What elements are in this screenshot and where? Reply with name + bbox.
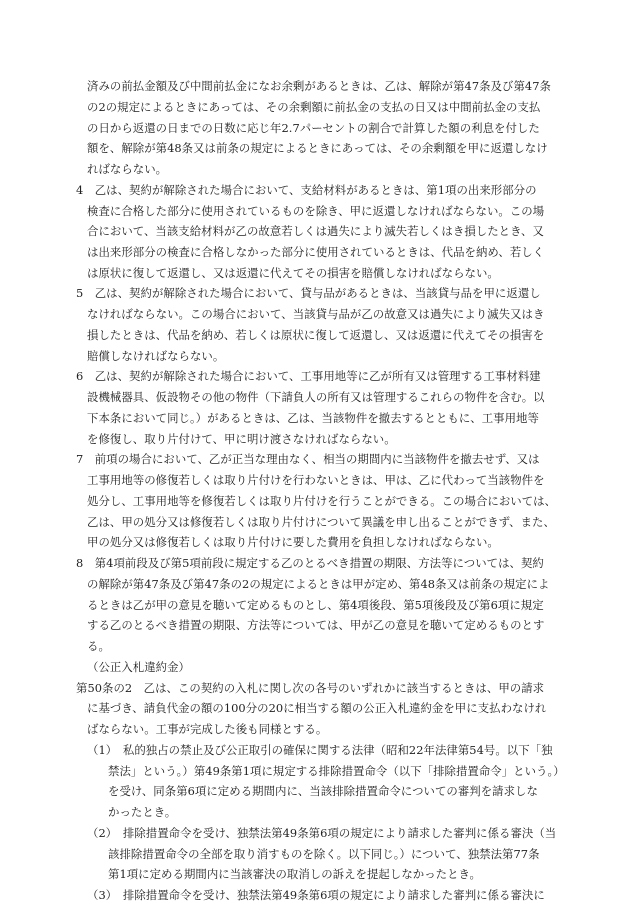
text-line: る。 [87,639,110,654]
text-line: の2の規定によるときにあっては、その余剰額に前払金の支払の日又は中間前払金の支払 [87,99,541,114]
text-line: 検査に合格した部分に使用されているものを除き、甲に返還しなければならない。この場 [87,203,545,218]
text-line: なければならない。この場合において、当該貸与品が乙の故意又は過失により滅失又はき [87,307,545,322]
text-line: ばならない。工事が完成した後も同様とする。 [87,722,328,737]
text-line: 該排除措置命令の全部を取り消すものを除く。以下同じ。）について、独禁法第77条 [108,846,540,861]
text-line: は原状に復して返還し、又は返還に代えてその損害を賠償しなければならない。 [87,265,499,280]
text-line: は出来形部分の検査に合格しなかった部分に使用されているときは、代品を納め、若しく [87,244,545,259]
text-line: 5 乙は、契約が解除された場合において、貸与品があるときは、当該貸与品を甲に返還し [76,286,541,301]
article-title: 第50条の2 乙は、この契約の入札に関し次の各号のいずれかに該当するときは、甲の請求 [76,680,545,695]
text-line: るときは乙が甲の意見を聴いて定めるものとし、第4項後段、第5項後段及び第6項に規定 [87,597,544,612]
text-line: 賠償しなければならない。 [87,348,225,363]
text-line: の解除が第47条及び第47条の2の規定によるときは甲が定め、第48条又は前条の規定によ [87,576,550,591]
text-line: （3） 排除措置命令を受け、独禁法第49条第6項の規定により請求した審判に係る審決に [87,888,545,902]
text-line: 8 第4項前段及び第5項前段に規定する乙のとるべき措置の期限、方法等については、契約 [76,556,544,571]
text-line: 済みの前払金額及び中間前払金になお余剰があるときは、乙は、解除が第47条及び第47条 [87,79,551,93]
text-line: （1） 私的独占の禁止及び公正取引の確保に関する法律（昭和22年法律第54号。以下「独 [87,742,553,757]
text-line: ればならない。 [87,162,168,176]
text-line: 下本条において同じ。）があるときは、乙は、当該物件を撤去するとともに、工事用地等 [87,410,539,425]
text-line: に基づき、請負代金の額の100分の20に相当する額の公正入札違約金を甲に支払わなけれ [87,701,547,716]
text-line: 損したときは、代品を納め、若しくは原状に復して返還し、又は返還に代えてその損害を [87,327,545,342]
text-line: 処分し、工事用地等を修復若しくは取り片付けを行うことができる。この場合においては、 [87,493,557,508]
text-line: の日から返還の日までの日数に応じ年2.7パーセントの割合で計算した額の利息を付した [87,120,540,135]
text-line: する乙のとるべき措置の期限、方法等については、甲が乙の意見を聴いて定めるものとす [87,618,545,633]
text-line: 禁法」という。）第49条第1項に規定する排除措置命令（以下「排除措置命令」という。） [108,763,565,778]
text-line: （2） 排除措置命令を受け、独禁法第49条第6項の規定により請求した審判に係る審決（当 [87,825,557,840]
text-line: かったとき。 [108,805,177,819]
text-line: 額を、解除が第48条又は前条の規定によるときにあっては、その余剰額を甲に返還しなけ [87,141,548,156]
text-line: を受け、同条第6項に定める期間内に、当該排除措置命令についての審判を請求しな [108,784,538,799]
text-line: 第1項に定める期間内に当該審決の取消しの訴えを提起しなかったとき。 [108,867,481,882]
text-line: 7 前項の場合において、乙が正当な理由なく、相当の期間内に当該物件を撤去せず、又は [76,452,540,467]
text-line: 合において、当該支給材料が乙の故意若しくは過失により滅失若しくはき損したとき、又 [87,224,544,239]
text-line: を修復し、取り片付けて、甲に明け渡さなければならない。 [87,431,396,446]
text-line: 甲の処分又は修復若しくは取り片付けに要した費用を負担しなければならない。 [87,535,499,550]
text-line: 6 乙は、契約が解除された場合において、工事用地等に乙が所有又は管理する工事材料建 [76,369,541,384]
text-line: 4 乙は、契約が解除された場合において、支給材料があるときは、第1項の出来形部分の [76,182,537,197]
text-line: 乙は、甲の処分又は修復若しくは取り片付けについて異議を申し出ることができず、また、 [87,514,555,529]
text-line: 設機械器具、仮設物その他の物件（下請負人の所有又は管理するこれらの物件を含む。以 [87,390,545,405]
text-line: 工事用地等の修復若しくは取り片付けを行わないときは、甲は、乙に代わって当該物件を [87,473,545,488]
section-heading: （公正入札違約金） [87,659,190,674]
